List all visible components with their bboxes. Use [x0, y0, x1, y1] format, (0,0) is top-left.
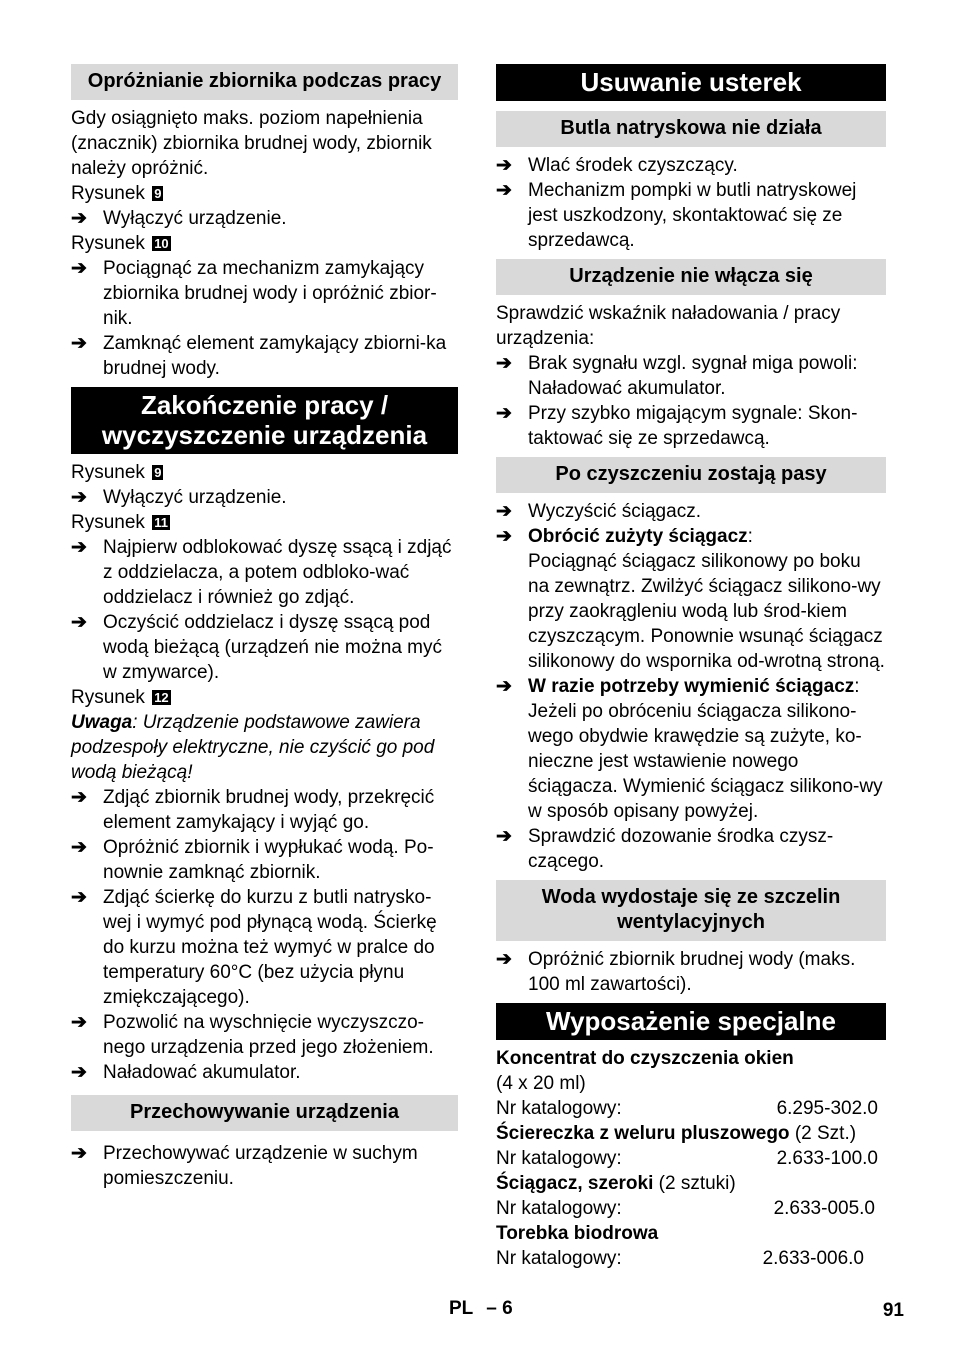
arrow-icon: ➔ [71, 787, 87, 808]
figure-ref: Rysunek 9 [71, 183, 162, 204]
list-item: ➔ Opróżnić zbiornik brudnej wody (maks. 100 ml zawartości). [496, 949, 856, 995]
list-item: ➔ Zdjąć ścierkę do kurzu z butli natrysko-wej i wymyć pod płynącą wodą. Ścierkę do kurzu można też wymyć w pralce do temperatury 60°C (bez użycia płynu zmiękczającego). [71, 887, 437, 1008]
subsection-heading-streaks: Po czyszczeniu zostają pasy [496, 457, 886, 493]
list-item: ➔ Pozwolić na wyschnięcie wyczyszczo-nego urządzenia przed jego złożeniem. [71, 1012, 434, 1058]
arrow-icon: ➔ [71, 258, 87, 279]
no-power-intro: Sprawdzić wskaźnik naładowania / pracy urządzenia: [496, 303, 841, 349]
list-item: ➔ Zamknąć element zamykający zbiorni-ka brudnej wody. [71, 333, 447, 379]
figure-badge: 11 [154, 515, 168, 530]
arrow-icon: ➔ [496, 949, 512, 970]
list-item: ➔ Zdjąć zbiornik brudnej wody, przekręcić element zamykający i wyjąć go. [71, 787, 435, 833]
arrow-icon: ➔ [71, 612, 87, 633]
arrow-icon: ➔ [71, 1062, 87, 1083]
figure-ref: Rysunek 9 [71, 462, 162, 483]
warning-note: Uwaga: Urządzenie podstawowe zawiera podzespoły elektryczne, nie czyścić go pod wodą bieżącą! [71, 712, 435, 783]
list-item: ➔ Wlać środek czyszczący. [496, 155, 738, 176]
figure-badge: 9 [154, 465, 162, 480]
page-number: 91 [882, 1300, 904, 1321]
list-item: ➔ Sprawdzić dozowanie środka czysz-czącego. [496, 826, 834, 872]
arrow-icon: ➔ [71, 1012, 87, 1033]
subsection-heading-no-power: Urządzenie nie włącza się [496, 259, 886, 295]
list-item: ➔ Pociągnąć za mechanizm zamykający zbiornika brudnej wody i opróżnić zbior-nik. [71, 258, 437, 329]
arrow-icon: ➔ [71, 487, 87, 508]
list-item: ➔ Brak sygnału wzgl. sygnał miga powoli: Naładować akumulator. [496, 353, 858, 399]
arrow-icon: ➔ [496, 155, 512, 176]
accessory-item: Ściągacz, szeroki (2 sztuki) Nr katalogowy: 2.633-005.0 [496, 1173, 875, 1219]
left-column [71, 64, 458, 1191]
figure-badge: 10 [154, 236, 169, 251]
arrow-icon: ➔ [496, 403, 512, 424]
accessory-item: Koncentrat do czyszczenia okien (4 x 20 ml) Nr katalogowy: 6.295-302.0 [496, 1048, 878, 1119]
figure-ref: Rysunek 12 [71, 687, 169, 708]
footer-section-label: PL – 6 [449, 1298, 513, 1319]
list-item: ➔ Wyczyścić ściągacz. [496, 501, 701, 522]
section-heading-emptying: Opróżnianie zbiornika podczas pracy [71, 64, 458, 100]
arrow-icon: ➔ [496, 353, 512, 374]
arrow-icon: ➔ [71, 333, 87, 354]
subsection-heading-water-leak: Woda wydostaje się ze szczelin wentylacyjnych [496, 880, 886, 941]
list-item: ➔ Opróżnić zbiornik i wypłukać wodą. Po-nownie zamknąć zbiornik. [71, 837, 434, 883]
arrow-icon: ➔ [496, 501, 512, 522]
arrow-icon: ➔ [71, 837, 87, 858]
emptying-intro: Gdy osiągnięto maks. poziom napełnienia (znacznik) zbiornika brudnej wody, zbiornik należy opróżnić. [71, 108, 432, 179]
figure-ref: Rysunek 10 [71, 233, 169, 254]
section-heading-storage: Przechowywanie urządzenia [71, 1095, 458, 1131]
right-column [496, 64, 886, 1271]
arrow-icon: ➔ [496, 676, 512, 697]
list-item: ➔ Wyłączyć urządzenie. [71, 208, 287, 229]
arrow-icon: ➔ [71, 887, 87, 908]
arrow-icon: ➔ [496, 180, 512, 201]
arrow-icon: ➔ [71, 1143, 87, 1164]
arrow-icon: ➔ [71, 208, 87, 229]
accessory-item: Ściereczka z weluru pluszowego (2 Szt.) Nr katalogowy: 2.633-100.0 [496, 1123, 878, 1169]
list-item: ➔ Przy szybko migającym sygnale: Skon-taktować się ze sprzedawcą. [496, 403, 858, 449]
arrow-icon: ➔ [71, 537, 87, 558]
section-heading-accessories: Wyposażenie specjalne [496, 1003, 886, 1040]
arrow-icon: ➔ [496, 526, 512, 547]
figure-badge: 9 [154, 186, 162, 201]
subsection-heading-spray-bottle: Butla natryskowa nie działa [496, 111, 886, 147]
list-item: ➔ Oczyścić oddzielacz i dyszę ssącą pod wodą bieżącą (urządzeń nie można myć w zmywarce). [71, 612, 443, 683]
section-heading-troubleshooting: Usuwanie usterek [496, 64, 886, 101]
list-item: ➔ W razie potrzeby wymienić ściągacz: Jeżeli po obróceniu ściągacza silikono-wego obydwie krawędzie są zużyte, ko-nieczne jest wstawienie nowego ściągacza. Wymienić ściągacz silikono-wy w sposób opisany powyżej. [496, 676, 883, 822]
list-item: ➔ Wyłączyć urządzenie. [71, 487, 287, 508]
figure-badge: 12 [154, 690, 169, 705]
arrow-icon: ➔ [496, 826, 512, 847]
section-heading-finishing: Zakończenie pracy / wyczyszczenie urządzenia [71, 387, 458, 454]
list-item: ➔ Obrócić zużyty ściągacz: Pociągnąć ściągacz silikonowy po boku na zewnątrz. Zwilżyć ściągacz silikono-wy przy zaokrągleniu wodą lub środ-kiem czyszczącym. Ponownie wsunąć ściągacz silikonowy do wspornika od-wrotną stroną. [496, 526, 885, 672]
figure-ref: Rysunek 11 [71, 512, 168, 533]
list-item: ➔ Najpierw odblokować dyszę ssącą i zdjąć z oddzielacza, a potem odbloko-wać oddzielacz i również go zdjąć. [71, 537, 452, 608]
list-item: ➔ Naładować akumulator. [71, 1062, 301, 1083]
accessory-item: Torebka biodrowa Nr katalogowy: 2.633-006.0 [496, 1223, 864, 1269]
list-item: ➔ Mechanizm pompki w butli natryskowej jest uszkodzony, skontaktować się ze sprzedawcą. [496, 180, 857, 251]
list-item: ➔ Przechowywać urządzenie w suchym pomieszczeniu. [71, 1143, 418, 1189]
